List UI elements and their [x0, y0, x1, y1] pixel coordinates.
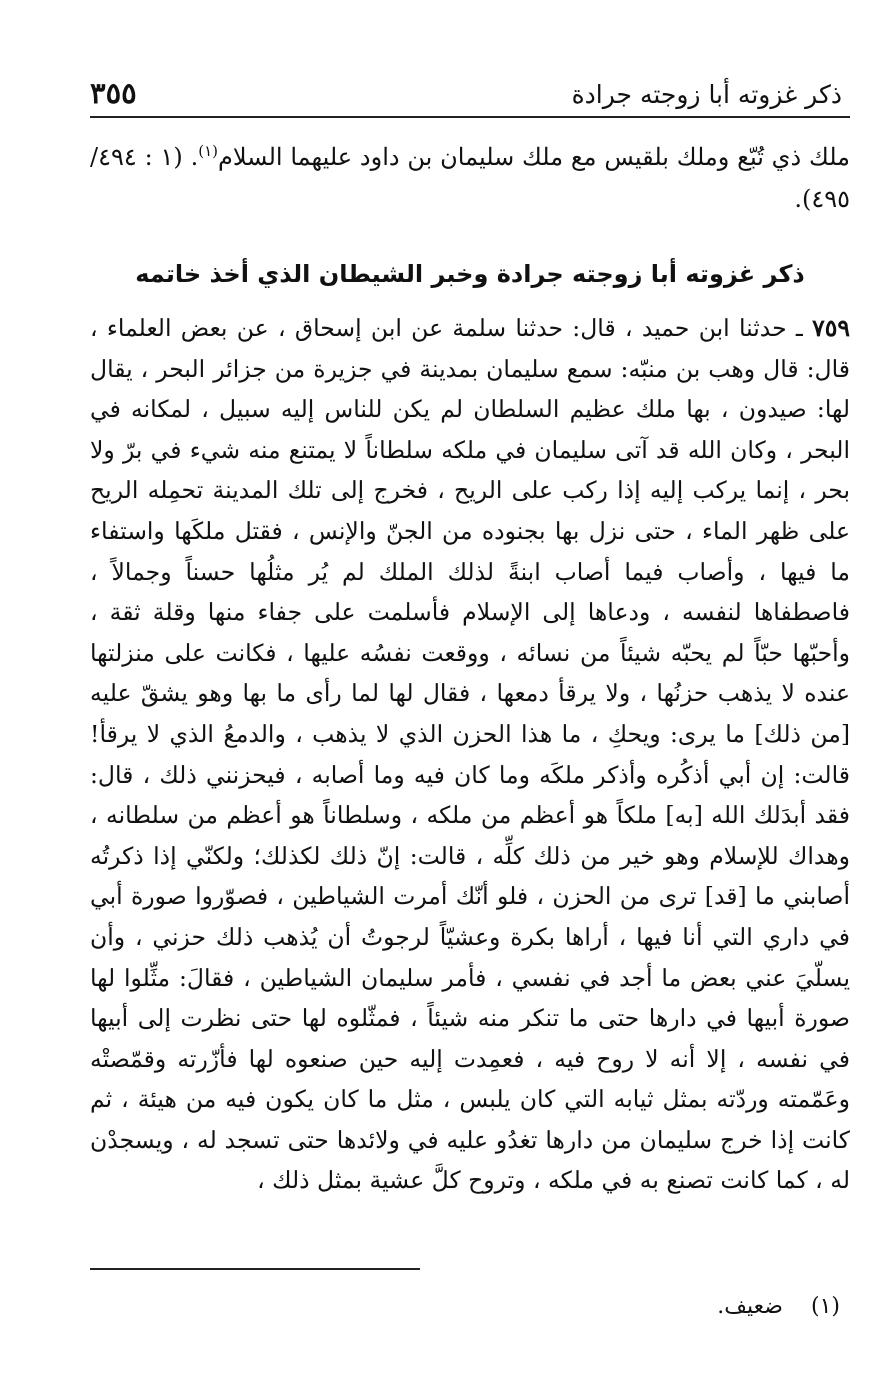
hadith-paragraph — [90, 308, 850, 1201]
citation: (١ : ٤٩٤/ ٤٩٥). — [90, 143, 850, 213]
footnote-divider — [90, 1268, 420, 1270]
book-page — [90, 70, 850, 1370]
hadith-number: ٧٥٩ — [812, 314, 850, 342]
intro-paragraph — [90, 136, 850, 220]
intro-text: ملك ذي تُبّع وملك بلقيس مع ملك سليمان بن داود عليهما السلام — [217, 143, 850, 171]
footnote — [717, 1292, 840, 1322]
running-header — [90, 70, 850, 118]
running-title: ذكر غزوته أبا زوجته جرادة — [571, 80, 842, 109]
footnote-marker: (١) — [198, 142, 218, 160]
intro-end: . — [190, 143, 199, 171]
section-title: ذكر غزوته أبا زوجته جرادة وخبر الشيطان الذي أخذ خاتمه — [135, 260, 805, 288]
footnote-marker-label: (١) — [810, 1294, 840, 1319]
page-number: ٣٥٥ — [90, 76, 137, 110]
footnote-text: ضعيف. — [717, 1294, 783, 1319]
hadith-body: ـ حدثنا ابن حميد ، قال: حدثنا سلمة عن ابن إسحاق ، عن بعض العلماء ، قال: قال وهب بن منبّه: سمع سليمان بمدينة في جزيرة من جزائر البحر ، يقال لها: صيدون ، بها ملك عظيم السلطان لم يكن للناس إليه سبيل ، لمكانه في البحر ، وكان الله قد آتى سليمان في ملكه سلطاناً لا يمتنع منه شيء في برّ ولا بحر ، إنما يركب إليه إذا ركب على الريح ، فخرج إلى تلك المدينة تحمِله الريح على ظهر الماء ، حتى نزل بها بجنوده من الجنّ والإنس ، فقتل ملكَها واستفاء ما فيها ، وأصاب فيما أصاب ابنةً لذلك الملك لم يُر مثلُها حسناً وجمالاً ، فاصطفاها لنفسه ، ودعاها إلى الإسلام فأسلمت على جفاء منها وقلة ثقة ، وأحبّها حبّاً لم يحبّه شيئاً من نسائه ، ووقعت نفسُه عليها ، فكانت على منزلتها عنده لا يذهب حزنُها ، ولا يرقأ دمعها ، فقال لها لما رأى ما بها وهو يشقّ عليه [من ذلك] ما يرى: ويحكِ ، ما هذا الحزن الذي لا يذهب ، والدمعُ الذي لا يرقأ! قالت: إن أبي أذكُره وأذكر ملكَه وما كان فيه وما أصابه ، فيحزنني ذلك ، قال: فقد أبدَلك الله [به] ملكاً هو أعظم من ملكه ، وسلطاناً هو أعظم من سلطانه ، وهداك للإسلام وهو خير من ذلك كلِّه ، قالت: إنّ ذلك لكذلك؛ ولكنّي إذا ذكرتُه أصابني ما [قد] ترى من الحزن ، فلو أنّك أمرت الشياطين ، فصوّروا صورة أبي في داري التي أنا فيها ، أراها بكرة وعشيّاً لرجوتُ أن يُذهب ذلك حزني ، وأن يسلّيَ عني بعض ما أجد في نفسي ، فأمر سليمان الشياطين ، فقالَ: مثِّلوا لها صورة أبيها في دارها حتى ما تنكر منه شيئاً ، فمثّلوه لها حتى نظرت إلى أبيها في نفسه ، إلا أنه لا روح فيه ، فعمِدت إليه حين صنعوه لها فأزّرته وقمّصتْه وعَمّمته وردّته بمثل ثيابه التي كان يلبس ، مثل ما كان يكون فيه من هيئة ، ثم كانت إذا خرج سليمان من دارها تغدُو عليه في ولائدها حتى تسجد له ، ويسجدْن له ، كما كانت تصنع به في ملكه ، وتروح كلَّ عشية بمثل ذلك ، — [90, 314, 850, 1195]
